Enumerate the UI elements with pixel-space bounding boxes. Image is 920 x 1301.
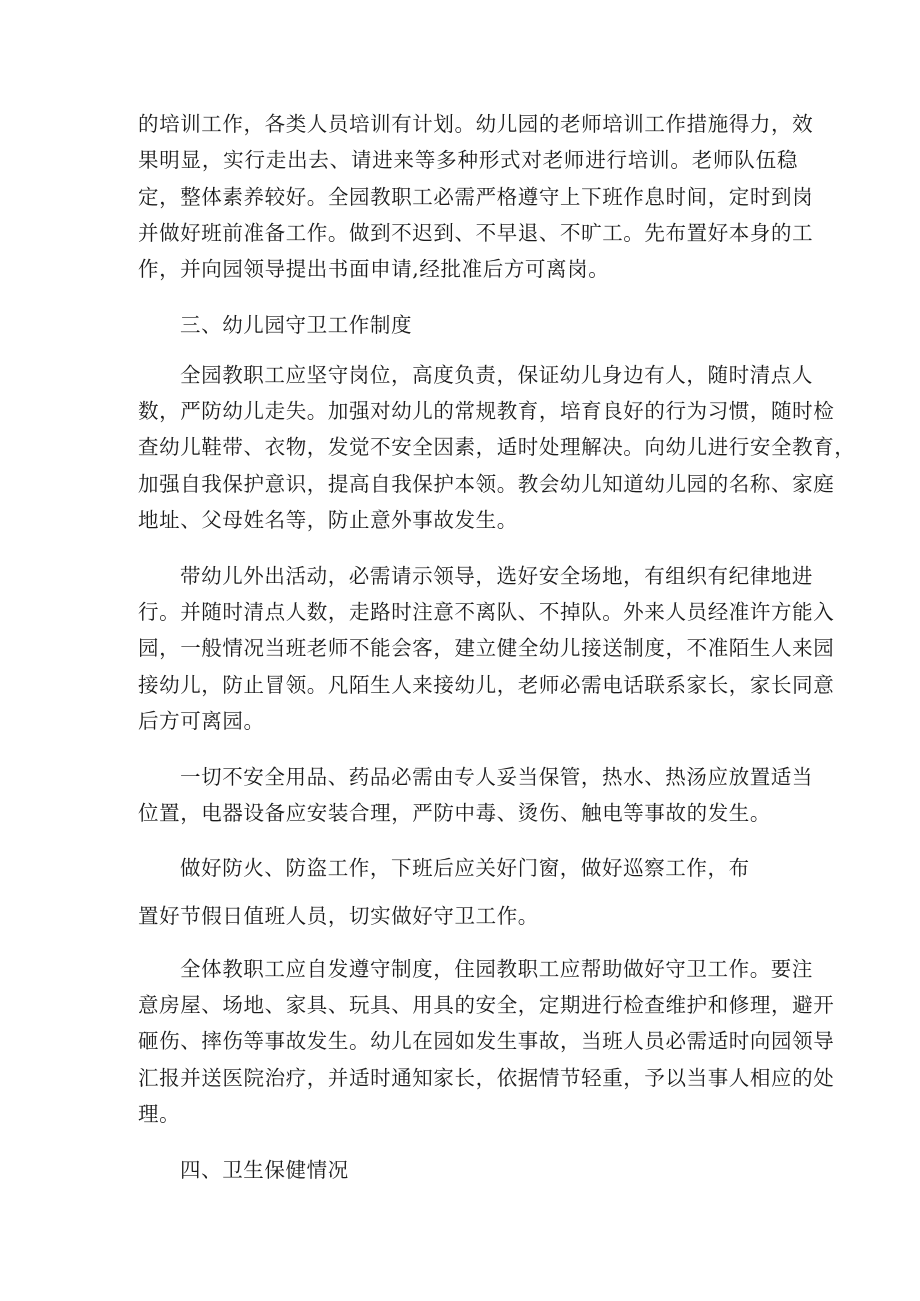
paragraph-1-line-1: 的培训工作，各类人员培训有计划。幼儿园的老师培训工作措施得力，效 (138, 112, 814, 136)
paragraph-2-line-5: 地址、父母姓名等，防止意外事故发生。 (138, 508, 518, 532)
paragraph-1-line-5: 作，并向园领导提出书面申请,经批准后方可离岗。 (138, 257, 610, 281)
paragraph-6-line-4: 汇报并送医院治疗，并适时通知家长，依据情节轻重，予以当事人相应的处 (138, 1066, 835, 1090)
paragraph-3-line-5: 后方可离园。 (138, 709, 265, 733)
paragraph-2-line-3: 查幼儿鞋带、衣物，发觉不安全因素，适时处理解决。向幼儿进行安全教育， (138, 435, 856, 459)
paragraph-1-line-4: 并做好班前准备工作。做到不迟到、不早退、不旷工。先布置好本身的工 (138, 221, 814, 245)
paragraph-3-line-2: 行。并随时清点人数，走路时注意不离队、不掉队。外来人员经准许方能入 (138, 600, 835, 624)
paragraph-1-line-3: 定，整体素养较好。全园教职工必需严格遵守上下班作息时间，定时到岗 (138, 185, 814, 209)
section-heading-4: 四、卫生保健情况 (180, 1158, 349, 1182)
paragraph-6-line-1: 全体教职工应自发遵守制度，住园教职工应帮助做好守卫工作。要注 (180, 957, 813, 981)
section-heading-3: 三、幼儿园守卫工作制度 (180, 313, 413, 337)
paragraph-6-line-5: 理。 (138, 1102, 181, 1126)
paragraph-5-line-1: 做好防火、防盗工作，下班后应关好门窗，做好巡察工作，布 (180, 856, 750, 880)
paragraph-3-line-1: 带幼儿外出活动，必需请示领导，选好安全场地，有组织有纪律地进 (180, 564, 813, 588)
paragraph-2-line-4: 加强自我保护意识，提高自我保护本领。教会幼儿知道幼儿园的名称、家庭 (138, 472, 835, 496)
paragraph-3-line-4: 接幼儿，防止冒领。凡陌生人来接幼儿，老师必需电话联系家长，家长同意 (138, 673, 835, 697)
paragraph-6-line-2: 意房屋、场地、家具、玩具、用具的安全，定期进行检查维护和修理，避开 (138, 993, 835, 1017)
paragraph-5-line-2: 置好节假日值班人员，切实做好守卫工作。 (138, 904, 539, 928)
paragraph-4-line-1: 一切不安全用品、药品必需由专人妥当保管，热水、热汤应放置适当 (180, 765, 813, 789)
paragraph-4-line-2: 位置，电器设备应安装合理，严防中毒、烫伤、触电等事故的发生。 (138, 801, 771, 825)
paragraph-2-line-1: 全园教职工应坚守岗位，高度负责，保证幼儿身边有人，随时清点人 (180, 363, 813, 387)
paragraph-3-line-3: 园，一般情况当班老师不能会客，建立健全幼儿接送制度，不准陌生人来园 (138, 636, 835, 660)
paragraph-2-line-2: 数，严防幼儿走失。加强对幼儿的常规教育，培育良好的行为习惯，随时检 (138, 399, 835, 423)
paragraph-6-line-3: 砸伤、摔伤等事故发生。幼儿在园如发生事故，当班人员必需适时向园领导 (138, 1029, 835, 1053)
paragraph-1-line-2: 果明显，实行走出去、请进来等多种形式对老师进行培训。老师队伍稳 (138, 148, 798, 172)
